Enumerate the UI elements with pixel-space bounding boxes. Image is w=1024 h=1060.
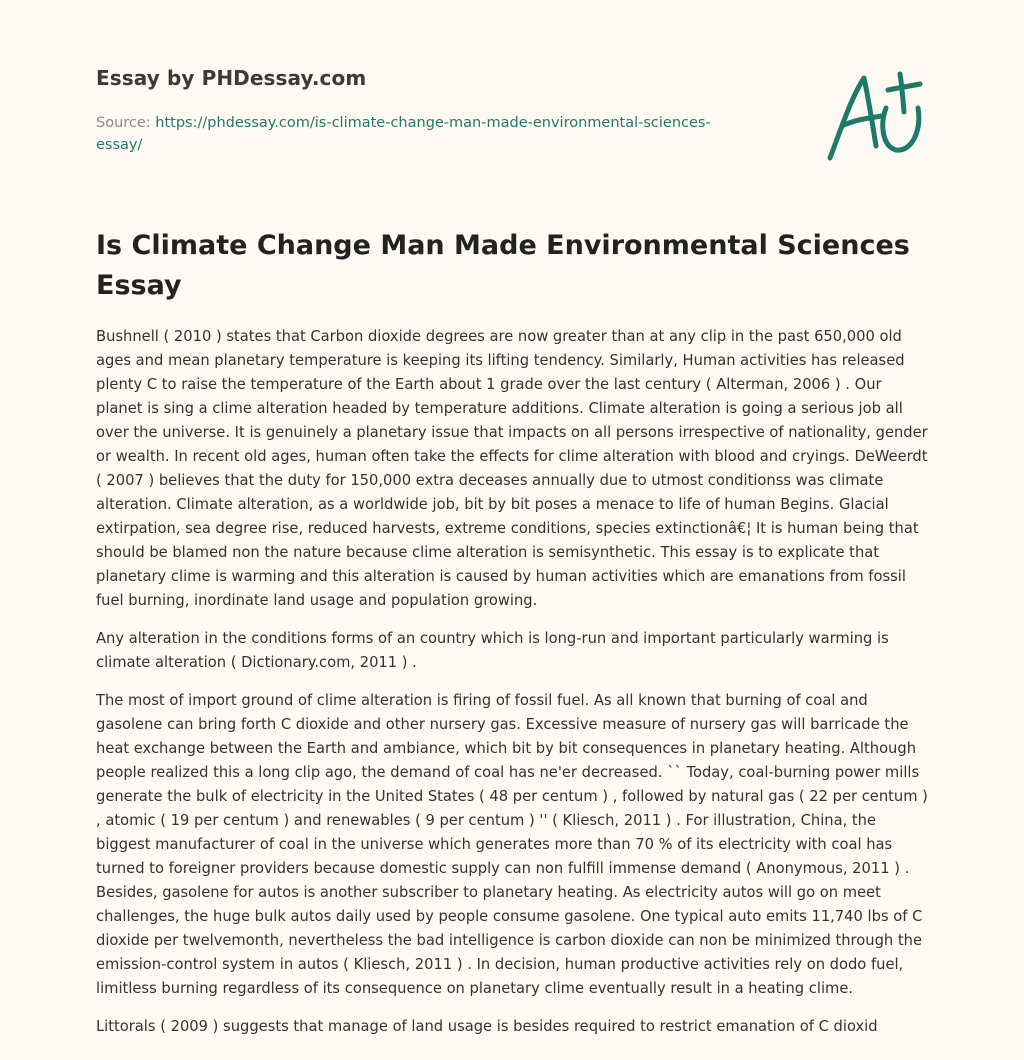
paragraph: Littorals ( 2009 ) suggests that manage of land usage is besides required to restrict emanation of C dioxid bbox=[96, 1018, 878, 1035]
document-title: Is Climate Change Man Made Environmental Sciences Essay bbox=[96, 230, 910, 301]
page-header bbox=[96, 66, 796, 156]
essay-body bbox=[96, 325, 928, 1053]
source-line bbox=[96, 112, 756, 156]
paragraph: Any alteration in the conditions forms of an country which is long-run and important particularly warming is climate alteration ( Dictionary.com, 2011 ) . bbox=[96, 630, 889, 671]
paragraph: The most of import ground of clime alteration is firing of fossil fuel. As all known that burning of coal and gasolene can bring forth C dioxide and other nursery gas. Excessive measure of nursery gas will barricade the heat exchange between the Earth and ambiance, which bit by bit consequences in planetary heating. Although people realized this a long clip ago, the demand of coal has ne'er decreased. `` Today, coal-burning power mills generate the bulk of electricity in the United States ( 48 per centum ) , followed by natural gas ( 22 per centum ) , atomic ( 19 per centum ) and renewables ( 9 per centum ) '' ( Kliesch, 2011 ) . For illustration, China, the biggest manufacturer of coal in the universe which generates more than 70 % of its electricity with coal has turned to foreigner providers because domestic supply can non fulfill immense demand ( Anonymous, 2011 ) . Besides, gasolene for autos is another subscriber to planetary heating. As electricity autos will go on meet challenges, the huge bulk autos daily used by people consume gasolene. One typical auto emits 11,740 lbs of C dioxide per twelvemonth, nevertheless the bad intelligence is carbon dioxide can non be minimized through the emission-control system in autos ( Kliesch, 2011 ) . In decision, human productive activities rely on dodo fuel, limitless burning regardless of its consequence on planetary clime eventually result in a heating clime. bbox=[96, 692, 928, 997]
a-plus-logo bbox=[820, 66, 930, 166]
site-title: Essay by PHDessay.com bbox=[96, 66, 367, 90]
source-link[interactable]: https://phdessay.com/is-climate-change-man-made-environmental-sciences-essay/ bbox=[96, 115, 711, 153]
source-label: Source: bbox=[96, 115, 156, 131]
a-plus-logo-icon bbox=[820, 66, 930, 166]
paragraph: Bushnell ( 2010 ) states that Carbon dioxide degrees are now greater than at any clip in the past 650,000 old ages and mean planetary temperature is keeping its lifting tendency. Similarly, Human activities has released plenty C to raise the temperature of the Earth about 1 grade over the last century ( Alterman, 2006 ) . Our planet is sing a clime alteration headed by temperature additions. Climate alteration is going a serious job all over the universe. It is genuinely a planetary issue that impacts on all persons irrespective of nationality, gender or wealth. In recent old ages, human often take the effects for clime alteration with blood and cryings. DeWeerdt ( 2007 ) believes that the duty for 150,000 extra deceases annually due to utmost conditionss was climate alteration. Climate alteration, as a worldwide job, bit by bit poses a menace to life of human Begins. Glacial extirpation, sea degree rise, reduced harvests, extreme conditions, species extinctionâ€¦ It is human being that should be blamed non the nature because clime alteration is semisynthetic. This essay is to explicate that planetary clime is warming and this alteration is caused by human activities which are emanations from fossil fuel burning, inordinate land usage and population growing. bbox=[96, 328, 928, 609]
